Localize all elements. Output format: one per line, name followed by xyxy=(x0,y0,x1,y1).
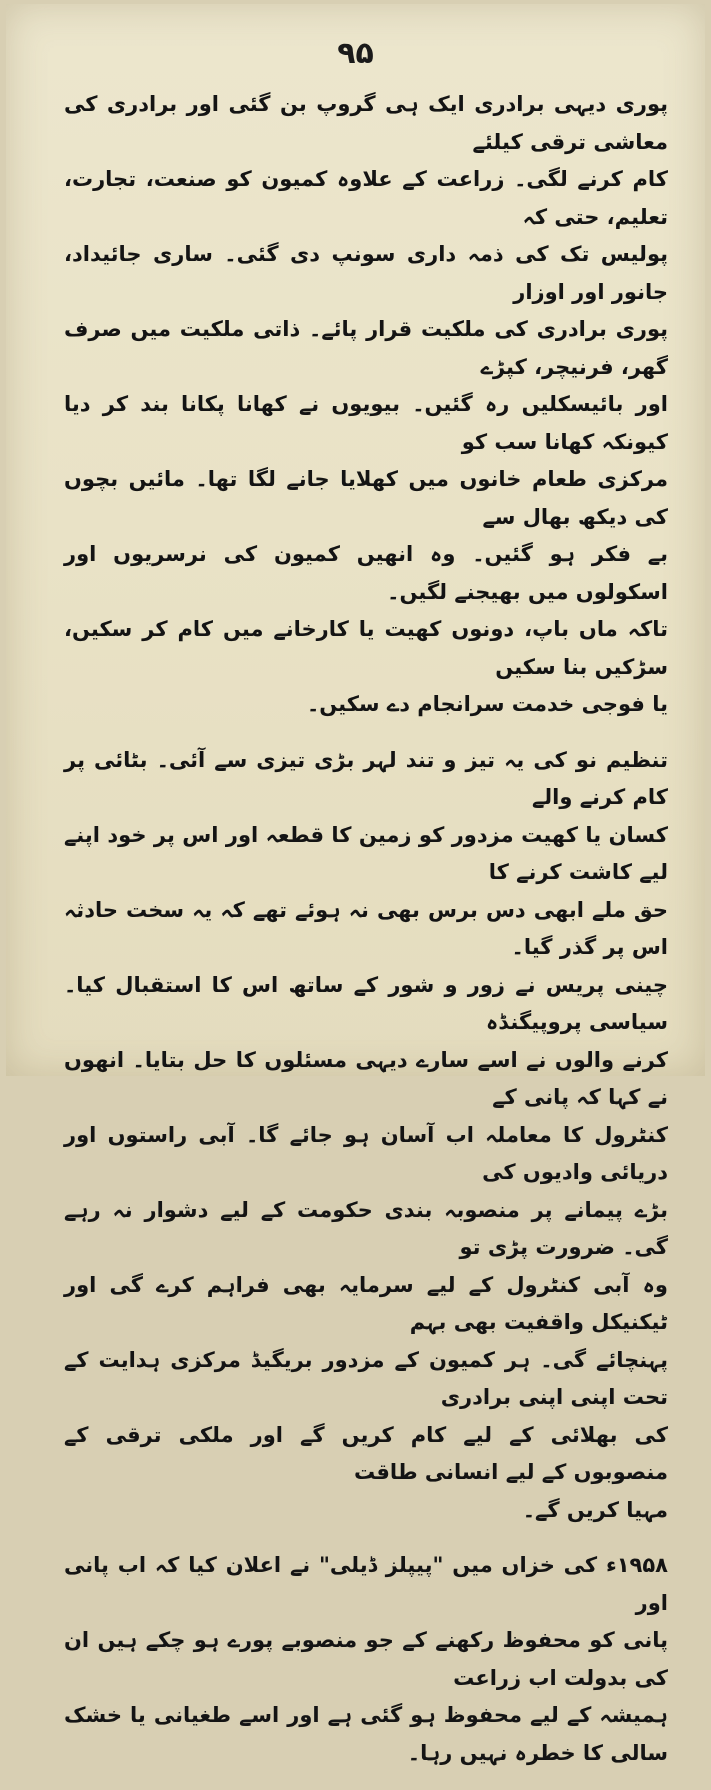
text-line: پوری برادری کی ملکیت قرار پائے۔ ذاتی ملکیت میں صرف گھر، فرنیچر، کپڑے xyxy=(64,317,668,379)
paragraph-3 xyxy=(64,1547,668,1772)
page-body xyxy=(64,86,668,1790)
text-line: کام کرنے لگی۔ زراعت کے علاوہ کمیون کو صنعت، تجارت، تعلیم، حتی کہ xyxy=(64,167,668,229)
text-line: پہنچائے گی۔ ہر کمیون کے مزدور بریگیڈ مرکزی ہدایت کے تحت اپنی اپنی برادری xyxy=(64,1347,668,1409)
text-line: مرکزی طعام خانوں میں کھلایا جانے لگا تھا۔ مائیں بچوں کی دیکھ بھال سے xyxy=(64,467,668,529)
text-line: کی بھلائی کے لیے کام کریں گے اور ملکی ترقی کے منصوبوں کے لیے انسانی طاقت xyxy=(64,1422,668,1484)
book-page xyxy=(6,4,705,1765)
text-line: تاکہ ماں باپ، دونوں کھیت یا کارخانے میں کام کر سکیں، سڑکیں بنا سکیں xyxy=(64,617,668,679)
text-line: ۱۹۵۸ء کی خزاں میں "پیپلز ڈیلی" نے اعلان کیا کہ اب پانی اور xyxy=(64,1553,668,1615)
text-line: بڑے پیمانے پر منصوبہ بندی حکومت کے لیے دشوار نہ رہے گی۔ ضرورت پڑی تو xyxy=(64,1197,668,1259)
text-line: تنظیم نو کی یہ تیز و تند لہر بڑی تیزی سے آئی۔ بٹائی پر کام کرنے والے xyxy=(64,747,668,809)
text-line: ہمیشہ کے لیے محفوظ ہو گئی ہے اور اسے طغیانی یا خشک سالی کا خطرہ نہیں رہا۔ xyxy=(64,1703,668,1765)
text-line: کسان یا کھیت مزدور کو زمین کا قطعہ اور اس پر خود اپنے لیے کاشت کرنے کا xyxy=(64,822,668,884)
text-line: اور بائیسکلیں رہ گئیں۔ بیویوں نے کھانا پکانا بند کر دیا کیونکہ کھانا سب کو xyxy=(64,392,668,454)
text-line: کنٹرول کا معاملہ اب آسان ہو جائے گا۔ آبی راستوں اور دریائی وادیوں کی xyxy=(64,1122,668,1184)
text-line: مہیا کریں گے۔ xyxy=(522,1497,668,1522)
text-line: بے فکر ہو گئیں۔ وہ انھیں کمیون کی نرسریوں اور اسکولوں میں بھیجنے لگیں۔ xyxy=(64,542,668,604)
text-line: کرنے والوں نے اسے سارے دیہی مسئلوں کا حل بتایا۔ انھوں نے کہا کہ پانی کے xyxy=(64,1047,668,1109)
text-line: یا فوجی خدمت سرانجام دے سکیں۔ xyxy=(306,692,668,716)
text-line: پانی کو محفوظ رکھنے کے جو منصوبے پورے ہو چکے ہیں ان کی بدولت اب زراعت xyxy=(64,1628,668,1690)
text-line: حق ملے ابھی دس برس بھی نہ ہوئے تھے کہ یہ سخت حادثہ اس پر گذر گیا۔ xyxy=(64,897,668,959)
paragraph-2 xyxy=(64,742,668,1530)
text-line: پولیس تک کی ذمہ داری سونپ دی گئی۔ ساری جائیداد، جانور اور اوزار xyxy=(64,242,668,304)
text-line: چینی پریس نے زور و شور کے ساتھ اس کا استقبال کیا۔ سیاسی پروپیگنڈہ xyxy=(64,972,668,1034)
paragraph-1 xyxy=(64,86,668,724)
page-number: ۹۵ xyxy=(337,36,374,71)
text-line: وہ آبی کنٹرول کے لیے سرمایہ بھی فراہم کرے گی اور ٹیکنیکل واقفیت بھی بہم xyxy=(64,1272,668,1334)
text-line: پوری دیہی برادری ایک ہی گروپ بن گئی اور برادری کی معاشی ترقی کیلئے xyxy=(64,92,668,154)
